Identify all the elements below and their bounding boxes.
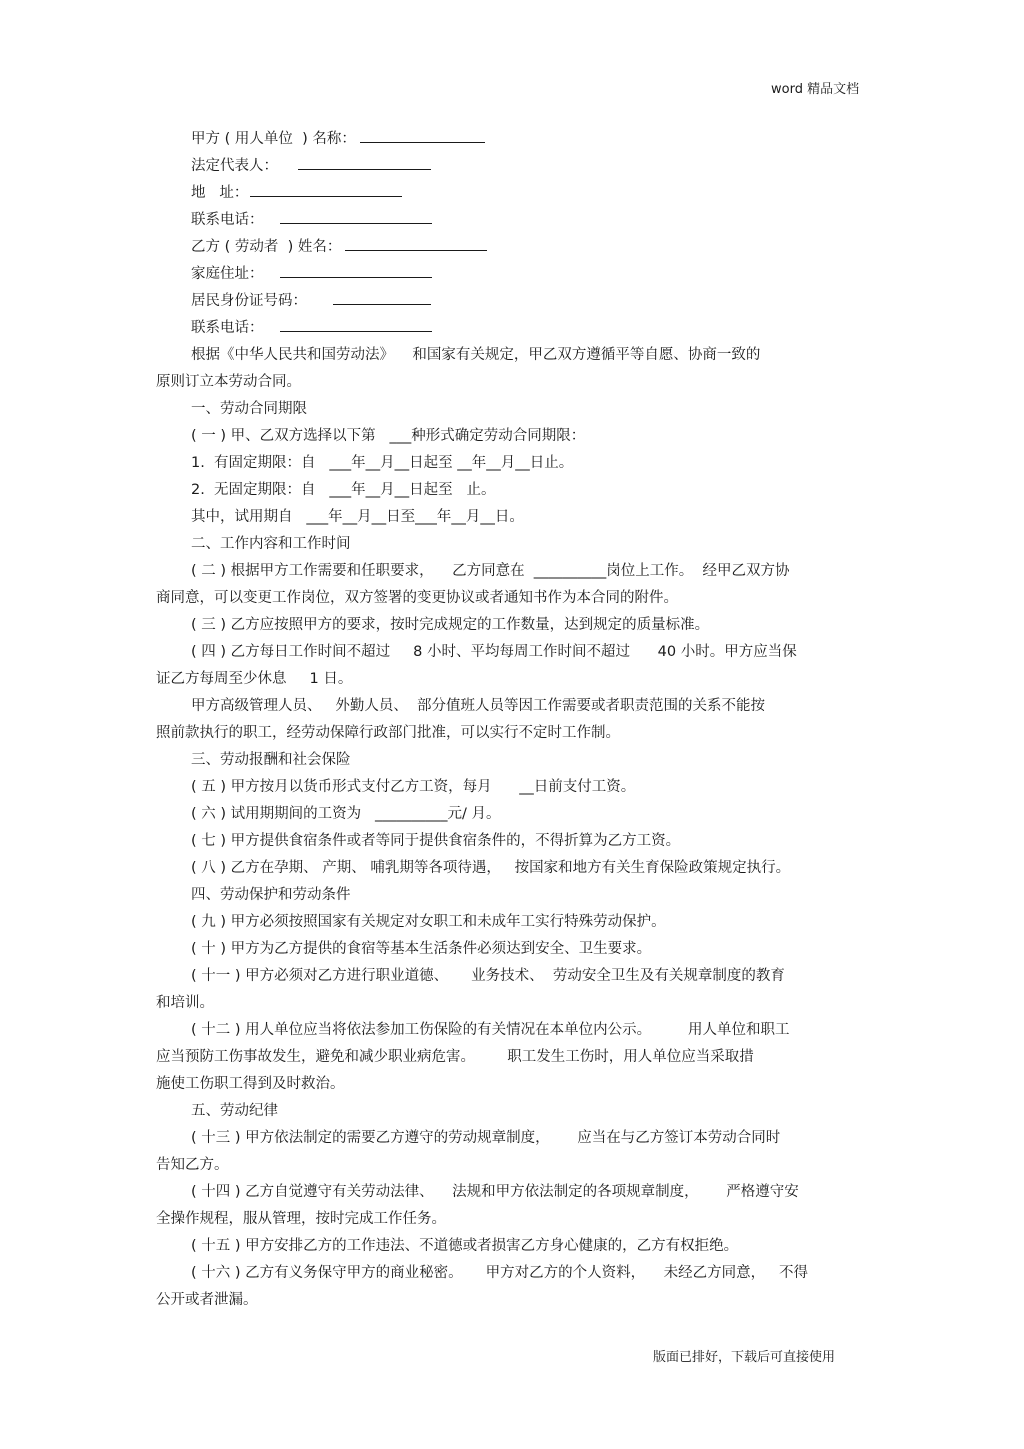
clause-4-line-1: ( 四 ) 乙方每日工作时间不超过 8 小时、平均每周工作时间不超过 40 小时。甲方应当保	[191, 644, 797, 660]
clause-5: ( 五 ) 甲方按月以货币形式支付乙方工资，每月 __日前支付工资。	[191, 779, 636, 795]
clause-13-line-2: 告知乙方。	[156, 1157, 229, 1173]
clause-14-line-2: 全操作规程，服从管理，按时完成工作任务。	[156, 1211, 446, 1227]
section-2-title: 二、工作内容和工作时间	[191, 536, 351, 552]
clause-13-line-1: ( 十三 ) 甲方依法制定的需要乙方遵守的劳动规章制度， 应当在与乙方签订本劳动合同时	[191, 1130, 781, 1146]
clause-8: ( 八 ) 乙方在孕期、 产期、 哺乳期等各项待遇， 按国家和地方有关生育保险政策规定执行。	[191, 860, 791, 876]
clause-12-line-1: ( 十二 ) 用人单位应当将依法参加工伤保险的有关情况在本单位内公示。 用人单位和职工	[191, 1022, 790, 1038]
employer-name-blank	[360, 127, 485, 143]
address-label: 地 址：	[191, 185, 249, 201]
address-blank	[250, 181, 402, 197]
clause-16-line-2: 公开或者泄漏。	[156, 1292, 258, 1308]
clause-11-line-2: 和培训。	[156, 995, 214, 1011]
section-5-title: 五、劳动纪律	[191, 1103, 278, 1119]
clause-15: ( 十五 ) 甲方安排乙方的工作违法、不道德或者损害乙方身心健康的，乙方有权拒绝。	[191, 1238, 739, 1254]
clause-6: ( 六 ) 试用期期间的工资为 __________元/ 月。	[191, 806, 501, 822]
home-address-label: 家庭住址：	[191, 266, 264, 282]
id-number-blank	[333, 289, 431, 305]
clause-11-line-1: ( 十一 ) 甲方必须对乙方进行职业道德、 业务技术、 劳动安全卫生及有关规章制度的教育	[191, 968, 785, 984]
clause-7: ( 七 ) 甲方提供食宿条件或者等同于提供食宿条件的，不得折算为乙方工资。	[191, 833, 681, 849]
clause-10: ( 十 ) 甲方为乙方提供的食宿等基本生活条件必须达到安全、卫生要求。	[191, 941, 652, 957]
legal-rep-line	[156, 153, 868, 180]
clause-2-line-2: 商同意，可以变更工作岗位，双方签署的变更协议或者通知书作为本合同的附件。	[156, 590, 678, 606]
clause-16-line-1: ( 十六 ) 乙方有义务保守甲方的商业秘密。 甲方对乙方的个人资料， 未经乙方同意， 不得	[191, 1265, 808, 1281]
clause-4-note-line-1: 甲方高级管理人员、 外勤人员、 部分值班人员等因工作需要或者职责范围的关系不能按	[191, 698, 766, 714]
employer-name-label: 甲方 ( 用人单位 ) 名称：	[191, 131, 356, 147]
clause-12-line-3: 施使工伤职工得到及时救治。	[156, 1076, 345, 1092]
intro-line-2: 原则订立本劳动合同。	[156, 374, 301, 390]
clause-2-line-1: ( 二 ) 根据甲方工作需要和任职要求， 乙方同意在 __________岗位上工作。 经甲乙双方协	[191, 563, 790, 579]
section-4-title: 四、劳动保护和劳动条件	[191, 887, 351, 903]
address-line	[156, 180, 868, 207]
clause-12-line-2: 应当预防工伤事故发生，避免和减少职业病危害。 职工发生工伤时，用人单位应当采取措	[156, 1049, 754, 1065]
phone1-blank	[280, 208, 432, 224]
home-address-blank	[280, 262, 432, 278]
page-header: word 精品文档	[771, 82, 860, 97]
clause-4-line-2: 证乙方每周至少休息 1 日。	[156, 671, 353, 687]
legal-rep-label: 法定代表人：	[191, 158, 278, 174]
phone2-label: 联系电话：	[191, 320, 264, 336]
clause-1-probation: 其中，试用期自 ___年__月__日至___年__月__日。	[191, 509, 524, 525]
employee-name-line	[156, 234, 868, 261]
contract-body	[156, 126, 868, 1314]
employer-name-line	[156, 126, 868, 153]
employee-name-blank	[345, 235, 487, 251]
clause-14-line-1: ( 十四 ) 乙方自觉遵守有关劳动法律、 法规和甲方依法制定的各项规章制度， 严格遵守安	[191, 1184, 799, 1200]
clause-3: ( 三 ) 乙方应按照甲方的要求，按时完成规定的工作数量，达到规定的质量标准。	[191, 617, 710, 633]
phone1-label: 联系电话：	[191, 212, 264, 228]
phone2-line	[156, 315, 868, 342]
section-1-title: 一、劳动合同期限	[191, 401, 307, 417]
clause-1-option-2: 2. 无固定期限：自 ___年__月__日起至 止。	[191, 482, 496, 498]
home-address-line	[156, 261, 868, 288]
clause-9: ( 九 ) 甲方必须按照国家有关规定对女职工和未成年工实行特殊劳动保护。	[191, 914, 666, 930]
intro-line-1: 根据《中华人民共和国劳动法》 和国家有关规定，甲乙双方遵循平等自愿、协商一致的	[191, 347, 761, 363]
clause-1: ( 一 ) 甲、乙双方选择以下第 ___种形式确定劳动合同期限：	[191, 428, 586, 444]
phone1-line	[156, 207, 868, 234]
section-3-title: 三、劳动报酬和社会保险	[191, 752, 351, 768]
clause-1-option-1: 1. 有固定期限：自 ___年__月__日起至 __年__月__日止。	[191, 455, 574, 471]
legal-rep-blank	[298, 154, 431, 170]
id-number-label: 居民身份证号码：	[191, 293, 307, 309]
clause-4-note-line-2: 照前款执行的职工，经劳动保障行政部门批准，可以实行不定时工作制。	[156, 725, 620, 741]
id-number-line	[156, 288, 868, 315]
phone2-blank	[280, 316, 432, 332]
employee-name-label: 乙方 ( 劳动者 ) 姓名：	[191, 239, 342, 255]
page-footer: 版面已排好，下载后可直接使用	[653, 1350, 836, 1365]
